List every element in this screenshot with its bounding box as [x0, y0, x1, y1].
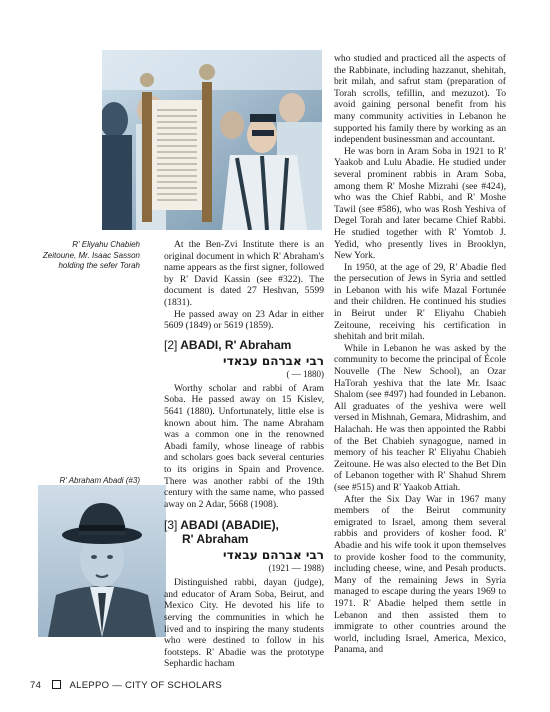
entry-2-dates: ( — 1880) [286, 368, 324, 379]
entry-3-name-line-1: ABADI (ABADIE), [180, 518, 279, 533]
photo-torah-scroll [102, 50, 322, 230]
entry-2-text: Worthy scholar and rabbi of Aram Soba. He passed away on 15 Kislev, 5641 (1880). Unfortunately, little else is known about him. The name Abraham was a common one in the renowned Abadi family, whose lineage of rabbis and scholars goes back several centuries to its origins in Spain and Provence. There was another rabbi of the 19th century with the same name, who passed away on 2 Adar, 5668 (1908). [164, 382, 324, 510]
entry-2-hebrew-name: רבי אברהם עבאדי [223, 353, 324, 368]
middle-column [164, 239, 324, 670]
entry-3-dates: (1921 — 1988) [268, 563, 324, 574]
page-footer [30, 680, 222, 691]
right-paragraph-5: After the Six Day War in 1967 many members of the Beirut community emigrated to Israel, among them several rabbis and providers of kosher food. R' Abadie and his wife took it upon themselves to provide kosher food to the community, including cheese, wine, and Pesah products. Many of the remaining Jews in Syria managed to escape during the years 1969 to 1971. R' Abadie helped them settle in Lebanon and then assisted them to immigrate to other countries around the world, including Israel, America, Mexico, Panama, and [334, 493, 506, 656]
entry-2-number: [2] [164, 337, 178, 352]
right-paragraph-2: He was born in Aram Soba in 1921 to R' Yaakob and Lulu Abadie. He studied under several prominent rabbis in Aram Soba, among them R' Moshe Mizrahi (see #424), who was the Chief Rabbi, and R' Moshe Tawil (see #586), who was Rosh Yeshiva of Degel Torah and later became Chief Rabbi. He studied together with R' Yomtob J. Yedid, who presently lives in Brooklyn, New York. [334, 145, 506, 262]
photo2-caption: R' Abraham Abadi (#3) [59, 476, 140, 485]
running-title: ALEPPO — CITY OF SCHOLARS [69, 680, 223, 691]
page-number: 74 [30, 680, 42, 691]
entry-3-number: [3] [164, 518, 178, 533]
entry-3-hebrew-name: רבי אברהם עבאדי [223, 548, 324, 563]
right-paragraph-4: While in Lebanon he was asked by the community to become the principal of École Nouvelle (The New School), an Ozar HaTorah yeshiva that the late Mr. Isaac Shalom (see #497) had founded in Lebanon. All graduates of the yeshiva were well versed in Mishnah, Gemara, Midrashim, and Halachah. He was then appointed the Rabbi of the Bet Chabieh synagogue, named in memory of his teacher R' Eliyahu Chabieh Zeitoune. He was also elected to the Bet Din of Lebanon together with R' Shahud Shrem (see #515) and R' Yaakob Attiah. [334, 342, 506, 493]
right-paragraph-1: who studied and practiced all the aspects of the Rabbinate, including hazzanut, shehitah, brit milah, and safrut stam (preparation of Torah scrolls, tefillin, and mezuzot). To avoid gaining personal benefit from his many community activities in Lebanon he supported his family there by working as an independent businessman and accountant. [334, 53, 506, 146]
photo-portrait [38, 485, 166, 637]
square-ornament-icon [52, 680, 61, 689]
middle-paragraph-1: At the Ben-Zvi Institute there is an original document in which R' Abraham's name appears as the first signer, followed by R' David Kassin (see #322). The document is dated 27 Heshvan, 5599 (1831). [164, 239, 324, 308]
entry-3-heading [164, 518, 324, 546]
portrait-photo-illustration [38, 485, 166, 637]
entry-2-name: ABADI, R' Abraham [180, 337, 292, 352]
right-column [334, 53, 506, 656]
middle-paragraph-2: He passed away on 23 Adar in either 5609 (1849) or 5619 (1859). [164, 308, 324, 332]
torah-photo-illustration [102, 50, 322, 230]
photo1-caption: R' Eliyahu Chabieh Zeitoune, Mr. Isaac Sasson holding the sefer Torah [42, 240, 140, 270]
entry-2-heading [164, 338, 324, 352]
right-paragraph-3: In 1950, at the age of 29, R' Abadie fled the persecution of Jews in Syria and settled in Lebanon with his wife Mazal Fortunée and their children. He continued his studies in Beirut under R' Eliyahu Chabieh Zeitoune, receiving his certification in shehitah and brit milah. [334, 261, 506, 343]
entry-3-name-line-2: R' Abraham [182, 532, 249, 547]
entry-3-text: Distinguished rabbi, dayan (judge), and educator of Aram Soba, Beirut, and Mexico City. He devoted his life to serving the communities in which he lived and to inspiring the many students who were destined to follow in his footsteps. R' Abadie was the prototype Sephardic hacham [164, 577, 324, 670]
